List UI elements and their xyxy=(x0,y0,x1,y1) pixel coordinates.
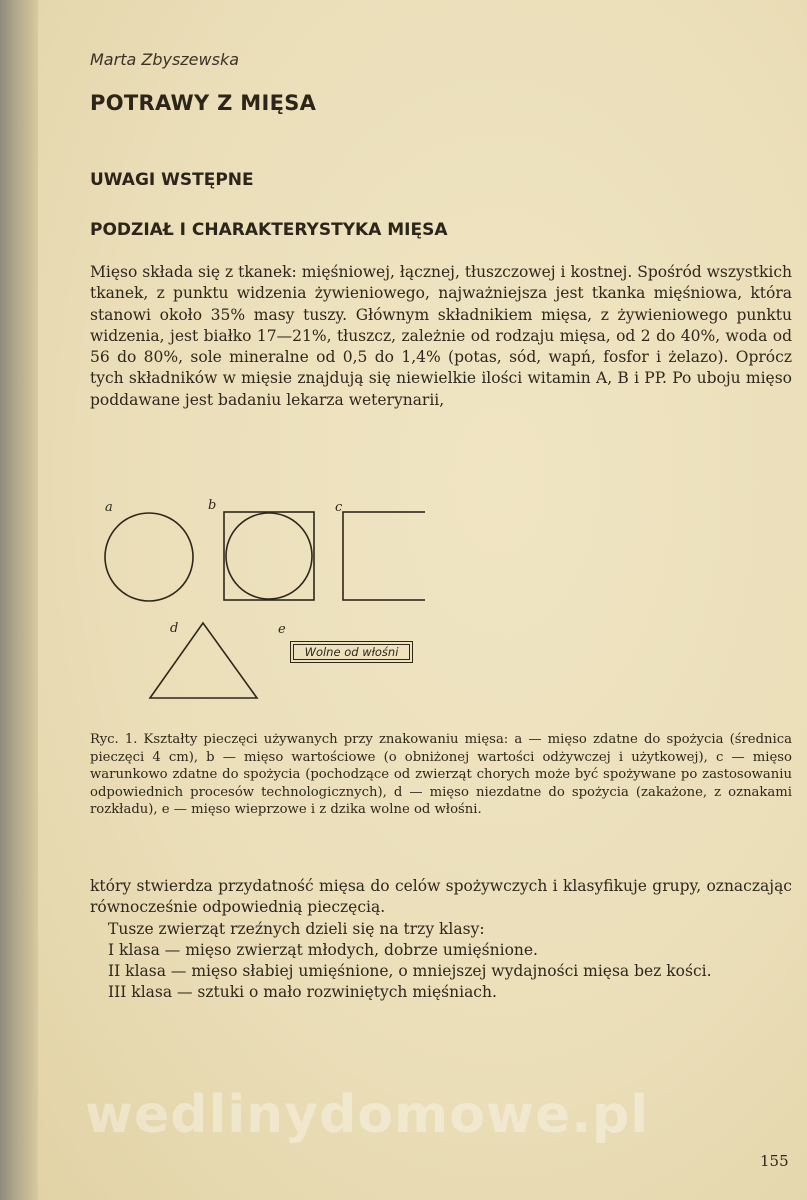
stamp-e-rectangle xyxy=(290,641,413,663)
stamp-c-rectangle xyxy=(343,512,425,600)
stamp-b-circle xyxy=(226,513,312,599)
class-item: II klasa — mięso słabiej umięśnione, o mniejszej wydajności mięsa bez kości. xyxy=(108,962,712,981)
watermark: wedlinydomowe.pl xyxy=(85,1085,650,1145)
stamp-d-triangle xyxy=(150,623,257,698)
book-gutter xyxy=(0,0,38,1200)
page-number: 155 xyxy=(760,1152,789,1170)
subsection-heading: PODZIAŁ I CHARAKTERYSTYKA MIĘSA xyxy=(90,220,448,240)
figure-label-c: c xyxy=(335,500,343,515)
figure-label-d: d xyxy=(170,621,179,636)
class-item: I klasa — mięso zwierząt młodych, dobrze umięśnione. xyxy=(108,940,538,959)
intro-paragraph: Mięso składa się z tkanek: mięśniowej, łącznej, tłuszczowej i kostnej. Spośród wszystkich tkanek, z punktu widzenia żywieniowego, najważniejsza jest tkanka mięśniowa, która stanowi około 35% masy tuszy. Głównym składnikiem mięsa, z żywieniowego punktu widzenia, jest białko 17—21%, tłuszcz, zależnie od rodzaju mięsa, od 2 do 40%, woda od 56 do 80%, sole mineralne od 0,5 do 1,4% (potas, sód, wapń, fosfor i żelazo). Oprócz tych składników w mięsie znajdują się niewielkie ilości witamin A, B i PP. Po uboju mięso poddawane jest badaniu lekarza weterynarii, xyxy=(90,263,792,409)
chapter-title: POTRAWY Z MIĘSA xyxy=(90,91,317,115)
figure-label-a: a xyxy=(105,500,113,515)
body-text xyxy=(90,876,792,1004)
section-heading: UWAGI WSTĘPNE xyxy=(90,170,254,190)
class-item: III klasa — sztuki o mało rozwiniętych mięśniach. xyxy=(108,983,497,1002)
figure-label-b: b xyxy=(208,498,217,513)
figure-caption: Ryc. 1. Kształty pieczęci używanych przy znakowaniu mięsa: a — mięso zdatne do spożycia (średnica pieczęci 4 cm), b — mięso wartościowe (o obniżonej wartości odżywczej i użytkowej), c — mięso warunkowo zdatne do spożycia (pochodzące od zwierząt chorych może być spożywane po zastosowaniu odpowiednich procesów technologicznych), d — mięso niezdatne do spożycia (zakażone, z oznakami rozkładu), e — mięso wieprzowe i z dzika wolne od włośni. xyxy=(90,732,792,818)
figure-label-e: e xyxy=(278,622,286,637)
stamp-a-circle xyxy=(105,513,193,601)
stamp-b-square xyxy=(224,512,314,600)
stamp-shapes-drawing xyxy=(95,495,425,705)
author-name: Marta Zbyszewska xyxy=(90,50,240,69)
stamp-shapes-figure xyxy=(95,495,425,705)
classes-intro: Tusze zwierząt rzeźnych dzieli się na trzy klasy: xyxy=(108,919,485,938)
continuation-paragraph: który stwierdza przydatność mięsa do celów spożywczych i klasyfikuje grupy, oznaczając równocześnie odpowiednią pieczęcią. xyxy=(90,877,792,917)
stamp-e-text: Wolne od włośni xyxy=(293,644,410,660)
